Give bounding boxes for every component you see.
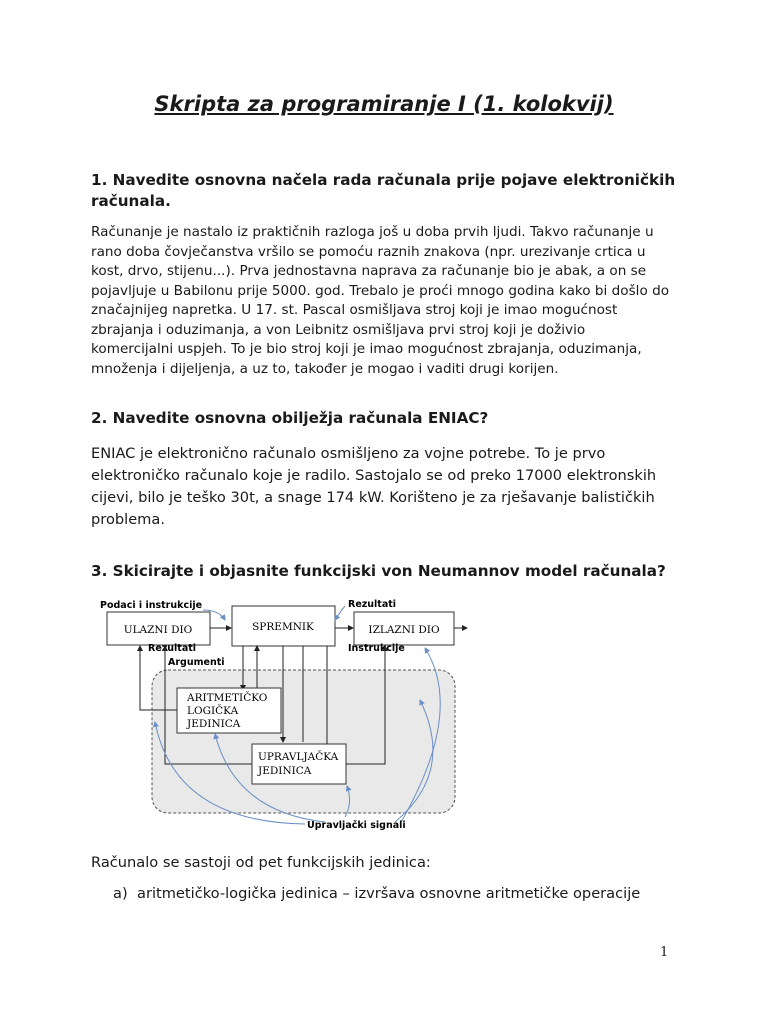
label-instrukcije: Instrukcije (348, 643, 405, 654)
alu-line3: JEDINICA (187, 718, 241, 730)
cu-line2: JEDINICA (258, 765, 312, 777)
von-neumann-diagram (95, 592, 475, 837)
q2-line-2: elektroničko računalo koje je radilo. Sastojalo se od preko 17000 elektronskih (91, 467, 657, 484)
q2-line-1: ENIAC je elektronično računalo osmišljeno za vojne potrebe. To je prvo (91, 445, 606, 462)
label-rezultati-top: Rezultati (348, 599, 397, 610)
alu-line2: LOGIČKA (187, 705, 239, 717)
list-item-label: a) (113, 885, 128, 902)
q1-heading-line2: računala. (91, 192, 171, 210)
q1-line-3: kost, drvo, stijenu...). Prva jednostavna naprava za računanje bio je abak, a on se (91, 263, 647, 279)
list-item-text: aritmetičko-logička jedinica – izvršava osnovne aritmetičke operacije (137, 885, 641, 902)
q1-line-8: množenja i dijeljenja, a uz to, također je mogao i vaditi drugi korijen. (91, 360, 559, 377)
alu-line1: ARITMETIČKO (187, 692, 268, 704)
q1-line-2: rano doba čovječanstva vršilo se pomoću raznih znakova (npr. urezivanje crtica u (91, 243, 646, 260)
label-podaci: Podaci i instrukcije (100, 600, 203, 611)
label-upravljacki-signali: Upravljački signali (307, 820, 406, 831)
input-unit-label: ULAZNI DIO (123, 624, 193, 636)
q1-line-4: pojavljuje u Babilonu prije 5000. god. Trebalo je proći mnogo godina kako bi došlo do (91, 282, 670, 299)
q1-line-1: Računanje je nastalo iz praktičnih razloga još u doba prvih ljudi. Takvo računanje u (91, 224, 654, 240)
q1-heading-line1: 1. Navedite osnovna načela rada računala prije pojave elektroničkih (91, 171, 676, 189)
output-unit-label: IZLAZNI DIO (368, 624, 440, 636)
q2-line-4: problema. (91, 511, 165, 528)
q1-line-5: značajnijeg napretka. U 17. st. Pascal osmišljava stroj koji je imao mogućnost (91, 302, 618, 318)
q1-line-6: zbrajanja i oduzimanja, a von Leibnitz osmišljava prvi stroj koji je doživio (91, 321, 586, 338)
document-title: Skripta za programiranje I (1. kolokvij) (154, 92, 614, 116)
q2-heading: 2. Navedite osnovna obilježja računala ENIAC? (91, 409, 489, 427)
list-item (113, 885, 693, 902)
q3-intro: Računalo se sastoji od pet funkcijskih jedinica: (91, 854, 431, 871)
label-rezultati-mid: Rezultati (148, 643, 197, 654)
q3-heading: 3. Skicirajte i objasnite funkcijski von Neumannov model računala? (91, 562, 666, 580)
page-number: 1 (660, 945, 669, 960)
control-unit-box (252, 744, 346, 784)
q2-line-3: cijevi, bilo je teško 30t, a snage 174 kW. Korišteno je za rješavanje balističkih (91, 489, 655, 506)
q1-line-7: komercijalni uspjeh. To je bio stroj koji je imao mogućnost zbrajanja, oduzimanja, (91, 341, 642, 357)
memory-label: SPREMNIK (252, 621, 314, 633)
label-argumenti: Argumenti (168, 657, 225, 668)
cu-line1: UPRAVLJAČKA (258, 751, 339, 763)
